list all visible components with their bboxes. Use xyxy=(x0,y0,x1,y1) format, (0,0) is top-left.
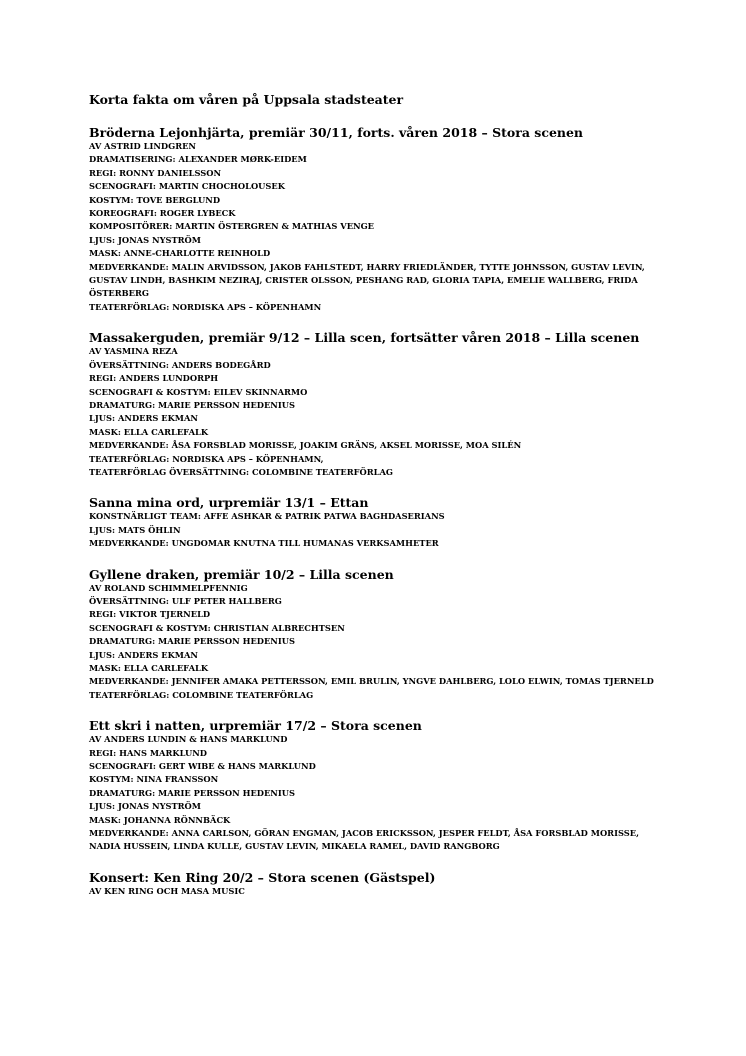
production-heading: Gyllene draken, premiär 10/2 – Lilla scenen xyxy=(89,566,394,582)
production-section xyxy=(89,330,659,479)
credit-line: KOMPOSITÖRER: MARTIN ÖSTERGREN & MATHIAS VENGE xyxy=(89,221,375,232)
credit-line: KONSTNÄRLIGT TEAM: AFFE ASHKAR & PATRIK PATWA BAGHDASERIANS xyxy=(89,511,445,522)
credit-line: TEATERFÖRLAG ÖVERSÄTTNING: COLOMBINE TEATERFÖRLAG xyxy=(89,466,393,477)
credit-line: TEATERFÖRLAG: NORDISKA APS – KÖPENHAMN xyxy=(89,301,322,312)
credit-line: ÖVERSÄTTNING: ANDERS BODEGÅRD xyxy=(89,359,271,370)
credit-line: ÖVERSÄTTNING: ULF PETER HALLBERG xyxy=(89,595,282,606)
credit-line: AV ASTRID LINDGREN xyxy=(89,141,197,151)
credit-line: DRAMATURG: MARIE PERSSON HEDENIUS xyxy=(89,399,295,410)
credit-line: MEDVERKANDE: ÅSA FORSBLAD MORISSE, JOAKIM GRÄNS, AKSEL MORISSE, MOA SILÉN xyxy=(89,440,522,451)
credit-line: REGI: HANS MARKLUND xyxy=(89,747,207,758)
credit-line: TEATERFÖRLAG: NORDISKA APS – KÖPENHAMN, xyxy=(89,453,324,464)
credit-line: MASK: ANNE-CHARLOTTE REINHOLD xyxy=(89,248,271,259)
credit-line: AV KEN RING OCH MASA MUSIC xyxy=(89,885,245,896)
credit-line: MASK: ELLA CARLEFALK xyxy=(89,663,209,673)
credit-line: DRAMATURG: MARIE PERSSON HEDENIUS xyxy=(89,787,295,798)
production-list xyxy=(89,125,659,898)
credit-line: MEDVERKANDE: MALIN ARVIDSSON, JAKOB FAHLSTEDT, HARRY FRIEDLÄNDER, TYTTE JOHNSSON, GUSTAV LEVIN, GUSTAV LINDH, BASHKIM NEZIRAJ, CRISTER OLSSON, PESHANG RAD, GLORIA TAPIA, EMELIE WALLBERG, FRIDA ÖSTERBERG xyxy=(89,261,645,299)
credit-line: MASK: ELLA CARLEFALK xyxy=(89,426,209,437)
credit-line: LJUS: JONAS NYSTRÖM xyxy=(89,234,201,245)
credit-line: TEATERFÖRLAG: COLOMBINE TEATERFÖRLAG xyxy=(89,689,314,700)
credit-line: REGI: VIKTOR TJERNELD xyxy=(89,609,211,620)
production-heading: Ett skri i natten, urpremiär 17/2 – Stora scenen xyxy=(89,718,422,734)
credit-line: DRAMATISERING: ALEXANDER MØRK-EIDEM xyxy=(89,154,307,165)
production-section xyxy=(89,567,659,703)
credit-line: LJUS: MATS ÖHLIN xyxy=(89,524,181,535)
credit-line: KOSTYM: NINA FRANSSON xyxy=(89,774,219,785)
credit-line: AV ROLAND SCHIMMELPFENNIG xyxy=(89,582,248,593)
credit-line: SCENOGRAFI: GERT WIBE & HANS MARKLUND xyxy=(89,761,316,772)
credit-line: MEDVERKANDE: ANNA CARLSON, GÖRAN ENGMAN, JACOB ERICKSSON, JESPER FELDT, ÅSA FORSBLAD MORISSE, NADIA HUSSEIN, LINDA KULLE, GUSTAV LEVIN, MIKAELA RAMEL, DAVID RANGBORG xyxy=(89,828,639,852)
production-section xyxy=(89,718,659,854)
credit-line: SCENOGRAFI & KOSTYM: CHRISTIAN ALBRECHTSEN xyxy=(89,622,345,633)
production-heading: Sanna mina ord, urpremiär 13/1 – Ettan xyxy=(89,495,369,511)
credit-line: AV YASMINA REZA xyxy=(89,346,178,357)
credit-line: KOSTYM: TOVE BERGLUND xyxy=(89,194,221,205)
production-heading: Konsert: Ken Ring 20/2 – Stora scenen (Gästspel) xyxy=(89,869,436,885)
page-title: Korta fakta om våren på Uppsala stadsteater xyxy=(89,92,404,107)
credit-line: SCENOGRAFI: MARTIN CHOCHOLOUSEK xyxy=(89,181,285,192)
production-heading: Bröderna Lejonhjärta, premiär 30/11, forts. våren 2018 – Stora scenen xyxy=(89,125,584,140)
production-section xyxy=(89,125,659,314)
credit-line: REGI: ANDERS LUNDORPH xyxy=(89,373,219,384)
credit-line: SCENOGRAFI & KOSTYM: EILEV SKINNARMO xyxy=(89,386,308,397)
production-section xyxy=(89,870,659,898)
credit-line: MASK: JOHANNA RÖNNBÄCK xyxy=(89,814,231,825)
credit-line: LJUS: ANDERS EKMAN xyxy=(89,413,198,424)
credit-line: REGI: RONNY DANIELSSON xyxy=(89,167,222,178)
credit-line: MEDVERKANDE: JENNIFER AMAKA PETTERSSON, EMIL BRULIN, YNGVE DAHLBERG, LOLO ELWIN, TOMAS TJERNELD xyxy=(89,676,654,687)
document-body xyxy=(89,92,659,914)
credit-line: AV ANDERS LUNDIN & HANS MARKLUND xyxy=(89,734,288,745)
production-section xyxy=(89,495,659,550)
credit-line: KOREOGRAFI: ROGER LYBECK xyxy=(89,208,236,219)
credit-line: LJUS: ANDERS EKMAN xyxy=(89,649,198,660)
production-heading: Massakerguden, premiär 9/12 – Lilla scen, fortsätter våren 2018 – Lilla scenen xyxy=(89,330,640,346)
credit-line: LJUS: JONAS NYSTRÖM xyxy=(89,801,201,812)
credit-line: DRAMATURG: MARIE PERSSON HEDENIUS xyxy=(89,636,295,647)
credit-line: MEDVERKANDE: UNGDOMAR KNUTNA TILL HUMANAS VERKSAMHETER xyxy=(89,538,439,549)
